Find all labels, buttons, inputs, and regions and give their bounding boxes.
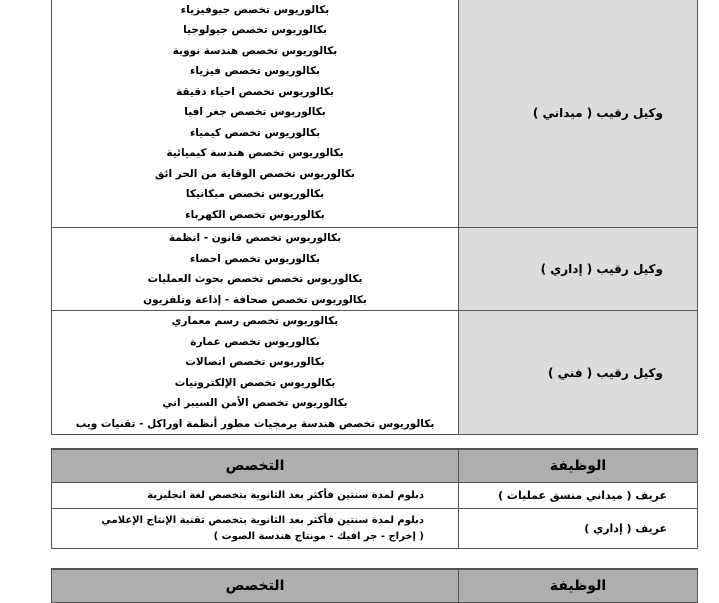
specs-cell <box>52 228 459 311</box>
specialization-table-3 <box>51 568 698 603</box>
specs-cell <box>52 483 459 509</box>
spec-item: بكالوريوس تخصص هندسة كيميائية <box>166 147 344 160</box>
spec-item: ( إخراج - جر افيك - مونتاج هندسة الصوت ) <box>213 530 424 542</box>
spec-item: بكالوريوس تخصص قانون - انظمة <box>168 232 342 244</box>
table-header-row <box>52 449 698 483</box>
spec-item: بكالوريوس تخصص ميكانيكا <box>185 188 325 201</box>
table-row <box>52 228 698 311</box>
spec-item: بكالوريوس تخصص احصاء <box>190 252 320 265</box>
spec-item: بكالوريوس تخصص هندسة برمجيات مطور أنظمة اوراكل - تقنيات ويب <box>75 417 435 430</box>
spec-item: بكالوريوس تخصص عمارة <box>190 335 320 348</box>
header-job: الوظيفة <box>459 569 698 603</box>
header-specialization: التخصص <box>52 569 459 603</box>
job-cell: وكيل رقيب ( إداري ) <box>459 228 698 311</box>
table-row <box>52 509 698 549</box>
specialization-table-1 <box>51 0 698 435</box>
spec-item: بكالوريوس تخصص الكهرباء <box>185 208 325 221</box>
spec-item: دبلوم لمدة سنتين فأكثر بعد الثانوية بتخصص تقنية الإنتاج الإعلامي <box>101 514 424 526</box>
job-cell: عريف ( ميداني منسق عمليات ) <box>459 483 698 509</box>
table-row <box>52 483 698 509</box>
specs-cell <box>52 0 459 228</box>
spec-item: بكالوريوس تخصص فيزياء <box>189 65 320 78</box>
spec-item: بكالوريوس تخصص جغر افيا <box>184 106 326 119</box>
header-job: الوظيفة <box>459 449 698 483</box>
job-cell: عريف ( إداري ) <box>459 509 698 549</box>
spec-item: بكالوريوس تخصص الوقاية من الحر ائق <box>155 167 355 180</box>
specs-cell <box>52 509 459 549</box>
spec-item: بكالوريوس تخصص تخصص بحوث العمليات <box>147 273 363 285</box>
table-row <box>52 311 698 435</box>
specs-cell <box>52 311 459 435</box>
specialization-table-2 <box>51 448 698 549</box>
spec-item: بكالوريوس تخصص جيوفيزياء <box>180 3 330 16</box>
spec-item: دبلوم لمدة سنتين فأكثر بعد الثانوية بتخصص لغة انجليزية <box>147 489 424 501</box>
header-specialization: التخصص <box>52 449 459 483</box>
spec-item: بكالوريوس تخصص صحافة - إذاعة وتلفزيون <box>143 293 367 306</box>
table-header-row <box>52 569 698 603</box>
spec-item: بكالوريوس تخصص اتصالات <box>185 356 325 368</box>
table-row <box>52 0 698 228</box>
spec-item: بكالوريوس تخصص رسم معماري <box>171 315 339 327</box>
spec-item: بكالوريوس تخصص الإلكترونيات <box>174 376 336 389</box>
job-cell: وكيل رقيب ( فني ) <box>459 311 698 435</box>
spec-item: بكالوريوس تخصص هندسة نووية <box>172 44 338 57</box>
spec-item: بكالوريوس تخصص كيمياء <box>189 126 321 139</box>
spec-item: بكالوريوس تخصص احياء دقيقة <box>176 85 334 98</box>
spec-item: بكالوريوس تخصص جيولوجيا <box>183 24 327 37</box>
job-cell: وكيل رقيب ( ميداني ) <box>459 0 698 228</box>
spec-item: بكالوريوس تخصص الأمن السيبر اني <box>162 397 348 409</box>
